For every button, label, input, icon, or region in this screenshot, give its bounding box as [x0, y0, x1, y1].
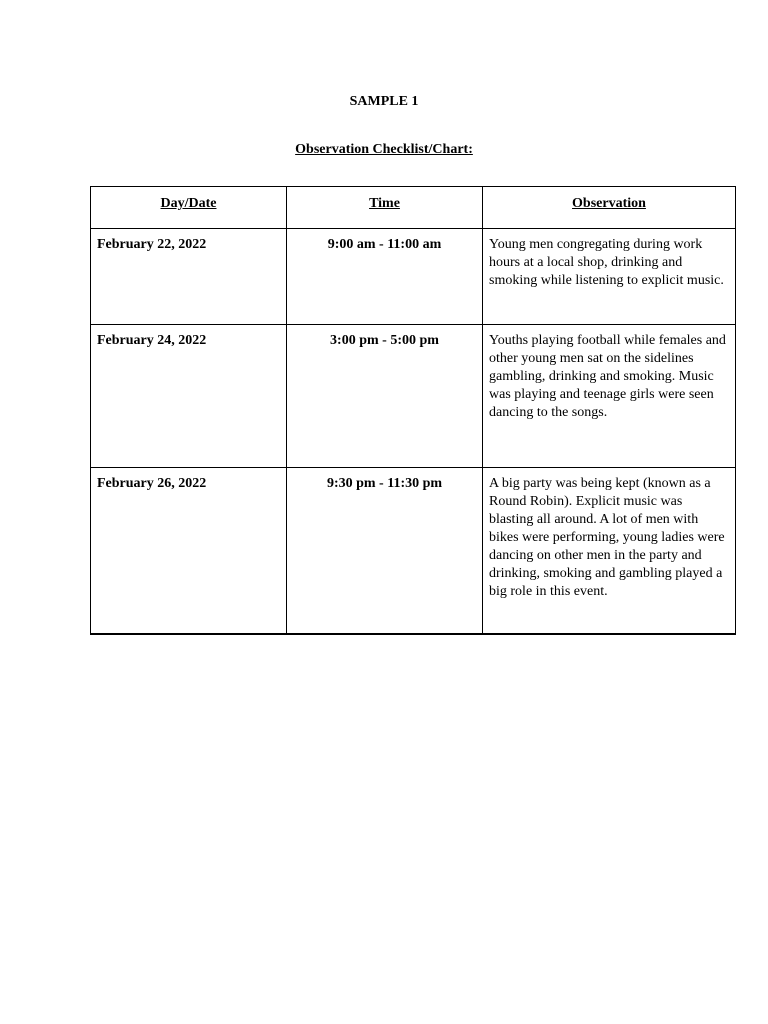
row-observation: Youths playing football while females and other young men sat on the sidelines gambling, drinking and smoking. Music was playing and teenage girls were seen dancing to the songs. [483, 325, 736, 468]
row-date: February 24, 2022 [91, 325, 287, 468]
row-time: 3:00 pm - 5:00 pm [287, 325, 483, 468]
header-time: Time [287, 187, 483, 229]
header-row [91, 187, 736, 229]
row-observation: Young men congregating during work hours at a local shop, drinking and smoking while listening to explicit music. [483, 229, 736, 325]
sample-title: SAMPLE 1 [349, 94, 419, 109]
chart-title: Observation Checklist/Chart: [295, 142, 473, 157]
header-observation: Observation [483, 187, 736, 229]
table-row [91, 468, 736, 634]
observation-table [90, 186, 736, 635]
row-observation: A big party was being kept (known as a Round Robin). Explicit music was blasting all around. A lot of men with bikes were performing, young ladies were dancing on other men in the party and drinking, smoking and gambling played a big role in this event. [483, 468, 736, 634]
table-row [91, 229, 736, 325]
table-row [91, 325, 736, 468]
row-date: February 26, 2022 [91, 468, 287, 634]
row-time: 9:00 am - 11:00 am [287, 229, 483, 325]
header-day-date: Day/Date [91, 187, 287, 229]
row-time: 9:30 pm - 11:30 pm [287, 468, 483, 634]
row-date: February 22, 2022 [91, 229, 287, 325]
